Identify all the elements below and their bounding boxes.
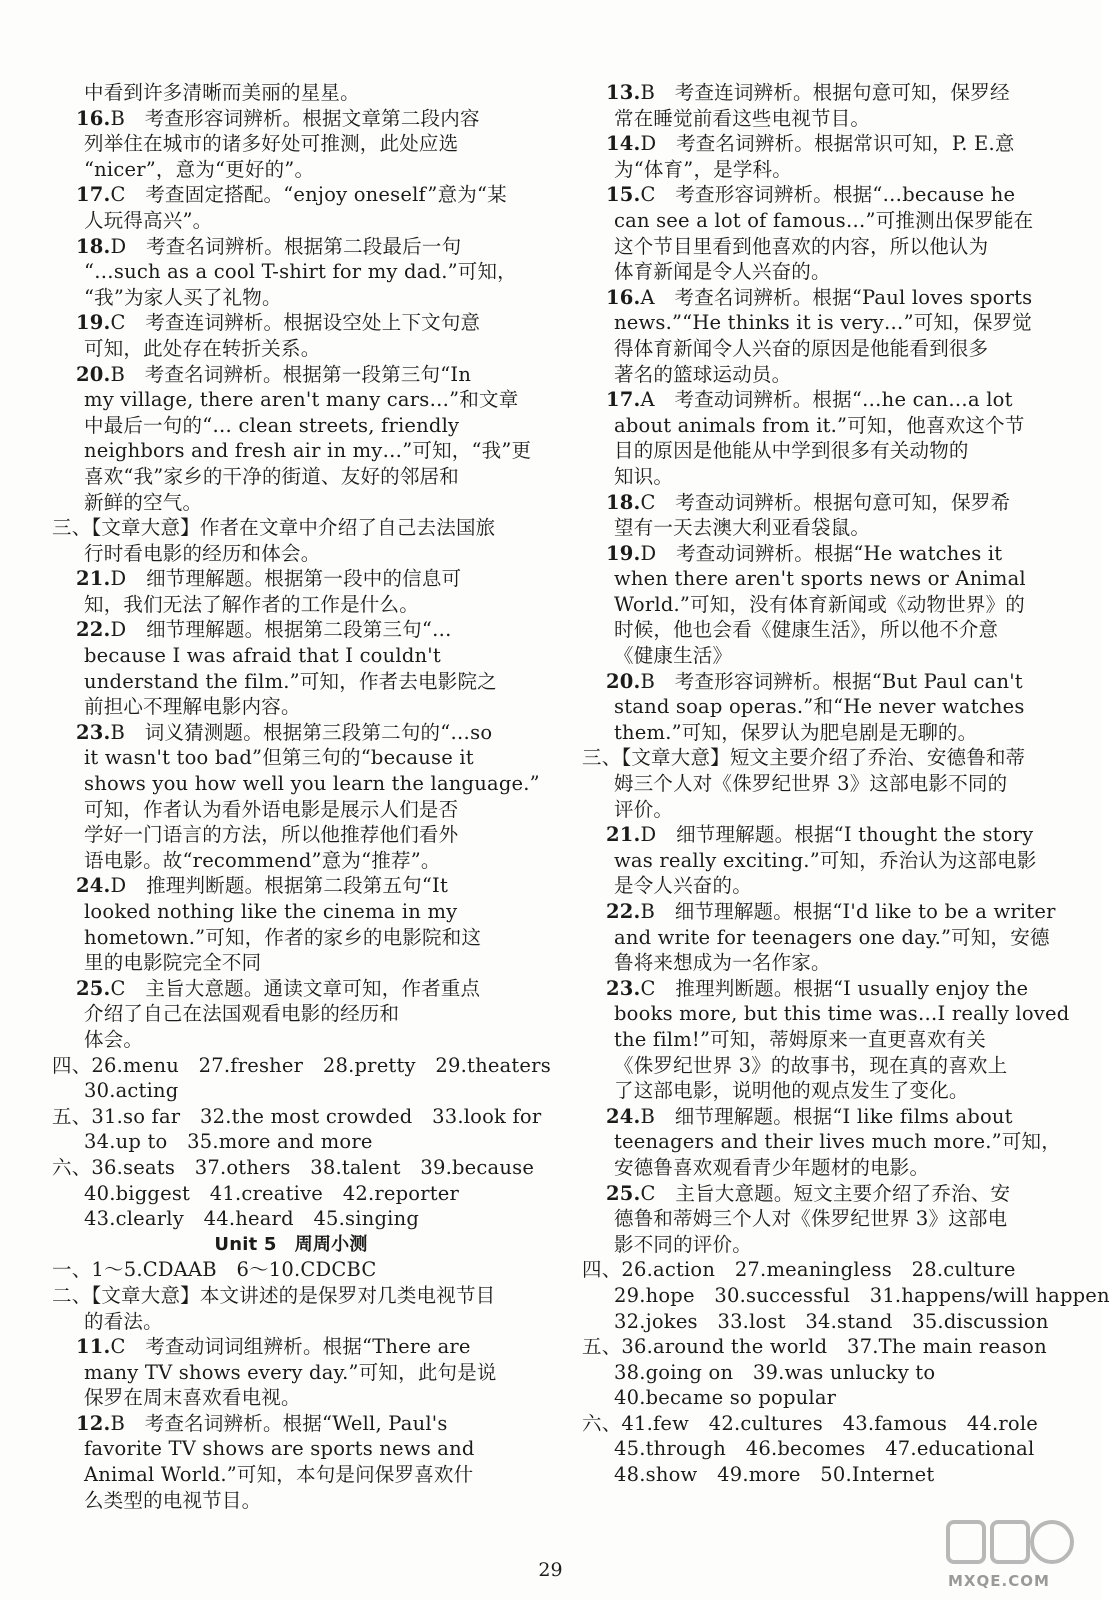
answer-line (582, 1027, 1060, 1053)
answer-text: 知，我们无法了解作者的工作是什么。 (84, 592, 419, 616)
answer-line (582, 490, 1060, 516)
answer-line (52, 1181, 530, 1207)
answer-text: 一、1～5.CDAAB 6～10.CDCBC (52, 1258, 377, 1282)
answer-line (52, 157, 530, 183)
answer-line (582, 157, 1060, 183)
answer-text: 了这部电影，说明他的观点发生了变化。 (614, 1079, 969, 1103)
answer-line (52, 976, 530, 1002)
answer-text: was really exciting.”可知，乔治认为这部电影 (614, 848, 1037, 872)
question-number: 23. (606, 976, 641, 1000)
answer-line (52, 925, 530, 951)
answer-line (52, 1488, 530, 1514)
answer-text: about animals from it.”可知，他喜欢这个节 (614, 413, 1025, 437)
answer-text: 目的原因是他能从中学到很多有关动物的 (614, 439, 969, 463)
answer-text: A 考查名词辨析。根据“Paul loves sports (640, 285, 1033, 309)
answer-line (582, 822, 1060, 848)
answer-text: 望有一天去澳大利亚看袋鼠。 (614, 516, 871, 540)
answer-line (582, 643, 1060, 669)
answer-line (582, 950, 1060, 976)
answer-text: 《侏罗纪世界 3》的故事书，现在真的喜欢上 (614, 1053, 1008, 1077)
answer-line (52, 1001, 530, 1027)
answer-text: 列举住在城市的诸多好处可推测，此处应选 (84, 132, 459, 156)
answer-text: 二、【文章大意】本文讲述的是保罗对几类电视节目 (52, 1283, 496, 1307)
answer-line (52, 106, 530, 132)
answer-text: 人玩得高兴”。 (84, 208, 213, 232)
question-number: 18. (76, 234, 111, 258)
answer-text: D 考查名词辨析。根据常识可知，P. E.意 (640, 132, 1015, 156)
answer-line (582, 1181, 1060, 1207)
answer-text: hometown.”可知，作者的家乡的电影院和这 (84, 925, 482, 949)
answer-text: B 考查名词辨析。根据“Well, Paul's (110, 1411, 448, 1435)
answer-text: World.”可知，没有体育新闻或《动物世界》的 (614, 592, 1025, 616)
answer-line (582, 285, 1060, 311)
answer-line (582, 541, 1060, 567)
answer-text: “我”为家人买了礼物。 (84, 285, 282, 309)
answer-text: B 细节理解题。根据“I'd like to be a writer (640, 900, 1056, 923)
question-number: 19. (606, 541, 641, 565)
question-number: 11. (76, 1335, 111, 1359)
answer-text: the film!”可知，蒂姆原来一直更喜欢有关 (614, 1027, 986, 1051)
answer-text: D 细节理解题。根据第一段中的信息可 (110, 567, 462, 591)
question-number: 16. (606, 285, 641, 309)
answer-text: teenagers and their lives much more.”可知， (614, 1130, 1061, 1154)
answer-text: stand soap operas.”和“He never watches (614, 695, 1025, 719)
answer-line (582, 438, 1060, 464)
answer-text: 三、【文章大意】作者在文章中介绍了自己去法国旅 (52, 516, 496, 540)
answer-text: D 细节理解题。根据“I thought the story (640, 823, 1034, 847)
answer-text: looked nothing like the cinema in my (84, 900, 458, 923)
answer-line (52, 720, 530, 746)
answer-line (582, 925, 1060, 951)
answer-text: D 考查名词辨析。根据第二段最后一句 (110, 234, 462, 258)
question-number: 12. (76, 1411, 111, 1435)
answer-line (52, 1104, 542, 1130)
answer-line (52, 1360, 530, 1386)
answer-text: B 考查连词辨析。根据句意可知，保罗经 (640, 81, 1010, 104)
answer-line (582, 387, 1060, 413)
question-number: 18. (606, 490, 641, 514)
answer-text: 可知，作者认为看外语电影是展示人们是否 (84, 797, 459, 821)
answer-text: 前担心不理解电影内容。 (84, 695, 301, 719)
question-number: 20. (76, 362, 111, 386)
watermark-text: MXQE.COM (948, 1572, 1050, 1590)
answer-text: 29.hope 30.successful 31.happens/will happen (614, 1283, 1110, 1307)
answer-text: 中最后一句的“… clean streets, friendly (84, 413, 460, 437)
answer-text: B 考查形容词辨析。根据“But Paul can't (640, 669, 1023, 693)
answer-line (52, 1462, 530, 1488)
answer-text: 么类型的电视节目。 (84, 1488, 262, 1512)
answer-text: C 考查形容词辨析。根据“…because he (640, 183, 1016, 207)
answer-line (52, 1385, 530, 1411)
answer-text: A 考查动词辨析。根据“…he can…a lot (640, 388, 1013, 412)
answer-text: C 主旨大意题。通读文章可知，作者重点 (110, 976, 481, 1000)
question-number: 20. (606, 669, 641, 693)
answer-text: 是令人兴奋的。 (614, 874, 752, 898)
answer-line (52, 1155, 535, 1181)
answer-text: 这个节目里看到他喜欢的内容，所以他认为 (614, 234, 989, 258)
answer-text: 著名的篮球运动员。 (614, 362, 792, 386)
answer-line (52, 464, 530, 490)
answer-line (582, 1385, 1060, 1411)
question-number: 22. (76, 618, 111, 642)
answer-text: 得体育新闻令人兴奋的原因是他能看到很多 (614, 336, 989, 360)
answer-line (582, 182, 1060, 208)
answer-line (582, 259, 1060, 285)
answer-text: B 考查名词辨析。根据第一段第三句“In (110, 362, 472, 386)
question-number: 21. (76, 567, 111, 591)
answer-line (582, 1129, 1060, 1155)
answer-line (582, 1436, 1060, 1462)
answer-line (52, 1411, 530, 1437)
answer-text: “nicer”，意为“更好的”。 (84, 157, 315, 181)
answer-text: B 词义猜测题。根据第三段第二句的“…so (110, 720, 493, 744)
question-number: 17. (76, 183, 111, 207)
answer-line (582, 873, 1060, 899)
answer-text: C 推理判断题。根据“I usually enjoy the (640, 976, 1029, 1000)
answer-line (582, 771, 1060, 797)
answer-text: 德鲁和蒂姆三个人对《侏罗纪世界 3》这部电 (614, 1207, 1008, 1231)
answer-text: C 考查动词词组辨析。根据“There are (110, 1335, 471, 1359)
left-column (52, 80, 551, 1513)
question-number: 13. (606, 81, 641, 104)
answer-line (582, 1283, 1110, 1309)
answer-text: 时候，他也会看《健康生活》，所以他不介意 (614, 618, 999, 642)
answer-line (52, 1078, 530, 1104)
answer-line (52, 1053, 551, 1079)
question-number: 16. (76, 106, 111, 130)
answer-text: when there aren't sports news or Animal (614, 567, 1026, 591)
answer-line (582, 1257, 1060, 1283)
answer-line (582, 1104, 1060, 1130)
section-heading (52, 1232, 530, 1258)
answer-line (582, 1360, 1060, 1386)
answer-line (582, 1411, 1060, 1437)
answer-text: many TV shows every day.”可知，此句是说 (84, 1360, 497, 1384)
answer-line (52, 822, 530, 848)
answer-text: 四、26.menu 27.fresher 28.pretty 29.theaters (52, 1053, 551, 1077)
question-number: 24. (606, 1104, 641, 1128)
answer-line (52, 617, 530, 643)
answer-text: 为“体育”，是学科。 (614, 157, 792, 181)
answer-text: Animal World.”可知，本句是问保罗喜欢什 (84, 1463, 474, 1487)
answer-line (52, 285, 530, 311)
answer-text: D 推理判断题。根据第二段第五句“It (110, 874, 448, 898)
answer-text: 的看法。 (84, 1309, 163, 1333)
answer-text: 体会。 (84, 1027, 144, 1051)
answer-line (52, 515, 530, 541)
answer-line (52, 541, 530, 567)
answer-line (52, 950, 530, 976)
answer-text: 常在睡觉前看这些电视节目。 (614, 106, 871, 130)
question-number: 17. (606, 388, 641, 412)
answer-text: 知识。 (614, 464, 674, 488)
answer-line (582, 592, 1060, 618)
answer-text: 影不同的评价。 (614, 1232, 752, 1256)
question-number: 25. (76, 976, 111, 1000)
answer-text: news.”“He thinks it is very…”可知，保罗觉 (614, 311, 1032, 335)
answer-line (582, 1462, 1060, 1488)
question-number: 24. (76, 874, 111, 898)
answer-text: 姆三个人对《侏罗纪世界 3》这部电影不同的 (614, 772, 1008, 796)
answer-text: 32.jokes 33.lost 34.stand 35.discussion (614, 1309, 1049, 1333)
answer-text: 中看到许多清晰而美丽的星星。 (84, 81, 360, 104)
answer-line (52, 413, 530, 439)
answer-text: Unit 5 周周小测 (214, 1233, 368, 1255)
answer-text: “…such as a cool T-shirt for my dad.”可知， (84, 260, 517, 284)
answer-line (582, 515, 1060, 541)
question-number: 23. (76, 720, 111, 744)
answer-line (52, 592, 530, 618)
answer-text: B 考查形容词辨析。根据文章第二段内容 (110, 106, 480, 130)
answer-text: can see a lot of famous…”可推测出保罗能在 (614, 208, 1034, 232)
answer-line (582, 1232, 1060, 1258)
answer-line (582, 131, 1060, 157)
answer-line (582, 336, 1060, 362)
answer-line (582, 1309, 1060, 1335)
answer-text: 喜欢“我”家乡的干净的街道、友好的邻居和 (84, 464, 459, 488)
question-number: 14. (606, 132, 641, 156)
answer-text: neighbors and fresh air in my…”可知，“我”更 (84, 439, 532, 463)
answer-text: 43.clearly 44.heard 45.singing (84, 1207, 420, 1231)
answer-text: C 考查动词辨析。根据句意可知，保罗希 (640, 490, 1011, 514)
answer-line (52, 1436, 530, 1462)
answer-text: 保罗在周末喜欢看电视。 (84, 1386, 301, 1410)
answer-text: 评价。 (614, 797, 674, 821)
answer-line (52, 873, 530, 899)
answer-text: 学好一门语言的方法，所以他推荐他们看外 (84, 823, 459, 847)
answer-line (582, 617, 1060, 643)
answer-text: 安德鲁喜欢观看青少年题材的电影。 (614, 1155, 930, 1179)
answer-line (52, 848, 530, 874)
answer-line (582, 80, 1060, 106)
answer-line (52, 131, 530, 157)
answer-text: 30.acting (84, 1079, 179, 1103)
answer-text: books more, but this time was…I really loved (614, 1002, 1070, 1026)
answer-line (582, 1334, 1060, 1360)
answer-line (52, 362, 530, 388)
answer-line (582, 745, 1060, 771)
question-number: 15. (606, 183, 641, 207)
answer-text: 语电影。故“recommend”意为“推荐”。 (84, 848, 441, 872)
answer-line (582, 106, 1060, 132)
answer-text: 五、36.around the world 37.The main reason (582, 1335, 1047, 1359)
answer-line (52, 1283, 530, 1309)
answer-line (582, 899, 1060, 925)
answer-text: because I was afraid that I couldn't (84, 644, 441, 668)
question-number: 22. (606, 900, 641, 923)
answer-line (582, 464, 1060, 490)
answer-text: 里的电影院完全不同 (84, 951, 262, 975)
answer-text: 四、26.action 27.meaningless 28.culture (582, 1258, 1016, 1282)
answer-line (52, 1129, 530, 1155)
answer-text: my village, there aren't many cars…”和文章 (84, 388, 519, 412)
answer-text: D 细节理解题。根据第二段第三句“… (110, 618, 452, 642)
answer-line (582, 669, 1060, 695)
page-number: 29 (538, 1559, 563, 1581)
answer-text: 六、36.seats 37.others 38.talent 39.because (52, 1155, 535, 1179)
answer-text: 40.biggest 41.creative 42.reporter (84, 1181, 460, 1205)
answer-text: 介绍了自己在法国观看电影的经历和 (84, 1002, 400, 1026)
answer-text: 行时看电影的经历和体会。 (84, 541, 321, 565)
question-number: 25. (606, 1181, 641, 1205)
answer-line (52, 310, 530, 336)
answer-text: understand the film.”可知，作者去电影院之 (84, 669, 497, 693)
answer-text: 48.show 49.more 50.Internet (614, 1463, 935, 1487)
answer-line (582, 413, 1060, 439)
answer-text: 体育新闻是令人兴奋的。 (614, 260, 831, 284)
answer-text: 六、41.few 42.cultures 43.famous 44.role (582, 1411, 1039, 1435)
right-column (582, 80, 1110, 1488)
answer-line (582, 1206, 1060, 1232)
answer-line (52, 387, 530, 413)
answer-text: them.”可知，保罗认为肥皂剧是无聊的。 (614, 720, 978, 744)
answer-text: 《健康生活》 (614, 644, 733, 668)
answer-line (52, 566, 530, 592)
answer-text: 可知，此处存在转折关系。 (84, 336, 321, 360)
answer-line (52, 208, 530, 234)
answer-line (52, 259, 530, 285)
answer-line (582, 566, 1060, 592)
answer-line (52, 643, 530, 669)
answer-line (582, 720, 1060, 746)
question-number: 21. (606, 823, 641, 847)
answer-line (582, 208, 1060, 234)
answer-text: favorite TV shows are sports news and (84, 1437, 475, 1461)
answer-text: 38.going on 39.was unlucky to (614, 1360, 936, 1384)
answer-text: C 考查固定搭配。“enjoy oneself”意为“某 (110, 183, 507, 207)
answer-text: B 细节理解题。根据“I like films about (640, 1104, 1013, 1128)
answer-text: shows you how well you learn the language.” (84, 772, 540, 796)
answer-line (52, 438, 530, 464)
answer-line (52, 490, 530, 516)
answer-text: 34.up to 35.more and more (84, 1130, 373, 1154)
answer-line (582, 797, 1060, 823)
answer-text: 40.became so popular (614, 1386, 837, 1410)
answer-text: C 考查连词辨析。根据设空处上下文句意 (110, 311, 481, 335)
answer-line (582, 362, 1060, 388)
answer-line (52, 694, 530, 720)
answer-line (582, 234, 1060, 260)
answer-line (582, 1155, 1060, 1181)
answer-line (52, 336, 530, 362)
answer-text: it wasn't too bad”但第三句的“because it (84, 746, 474, 770)
answer-text: 45.through 46.becomes 47.educational (614, 1437, 1035, 1461)
answer-line (52, 745, 530, 771)
answer-line (582, 1078, 1060, 1104)
answer-text: 三、【文章大意】短文主要介绍了乔治、安德鲁和蒂 (582, 746, 1026, 770)
answer-text: and write for teenagers one day.”可知，安德 (614, 925, 1050, 949)
answer-line (52, 899, 530, 925)
answer-line (582, 1053, 1060, 1079)
answer-line (52, 669, 530, 695)
answer-line (52, 771, 540, 797)
answer-line (52, 182, 530, 208)
answer-line (52, 797, 530, 823)
answer-line (52, 1257, 530, 1283)
answer-text: D 考查动词辨析。根据“He watches it (640, 541, 1003, 565)
answer-line (52, 1309, 530, 1335)
answer-text: 新鲜的空气。 (84, 490, 203, 514)
answer-line (52, 234, 530, 260)
answer-text: 五、31.so far 32.the most crowded 33.look for (52, 1104, 542, 1128)
answer-line (582, 1001, 1070, 1027)
answer-line (52, 1206, 530, 1232)
answer-text: 鲁将来想成为一名作家。 (614, 951, 831, 975)
answer-line (52, 1027, 530, 1053)
answer-line (52, 80, 530, 106)
answer-line (582, 976, 1060, 1002)
question-number: 19. (76, 311, 111, 335)
answer-line (582, 848, 1060, 874)
answer-line (52, 1334, 530, 1360)
answer-text: C 主旨大意题。短文主要介绍了乔治、安 (640, 1181, 1011, 1205)
answer-line (582, 694, 1060, 720)
answer-line (582, 310, 1060, 336)
